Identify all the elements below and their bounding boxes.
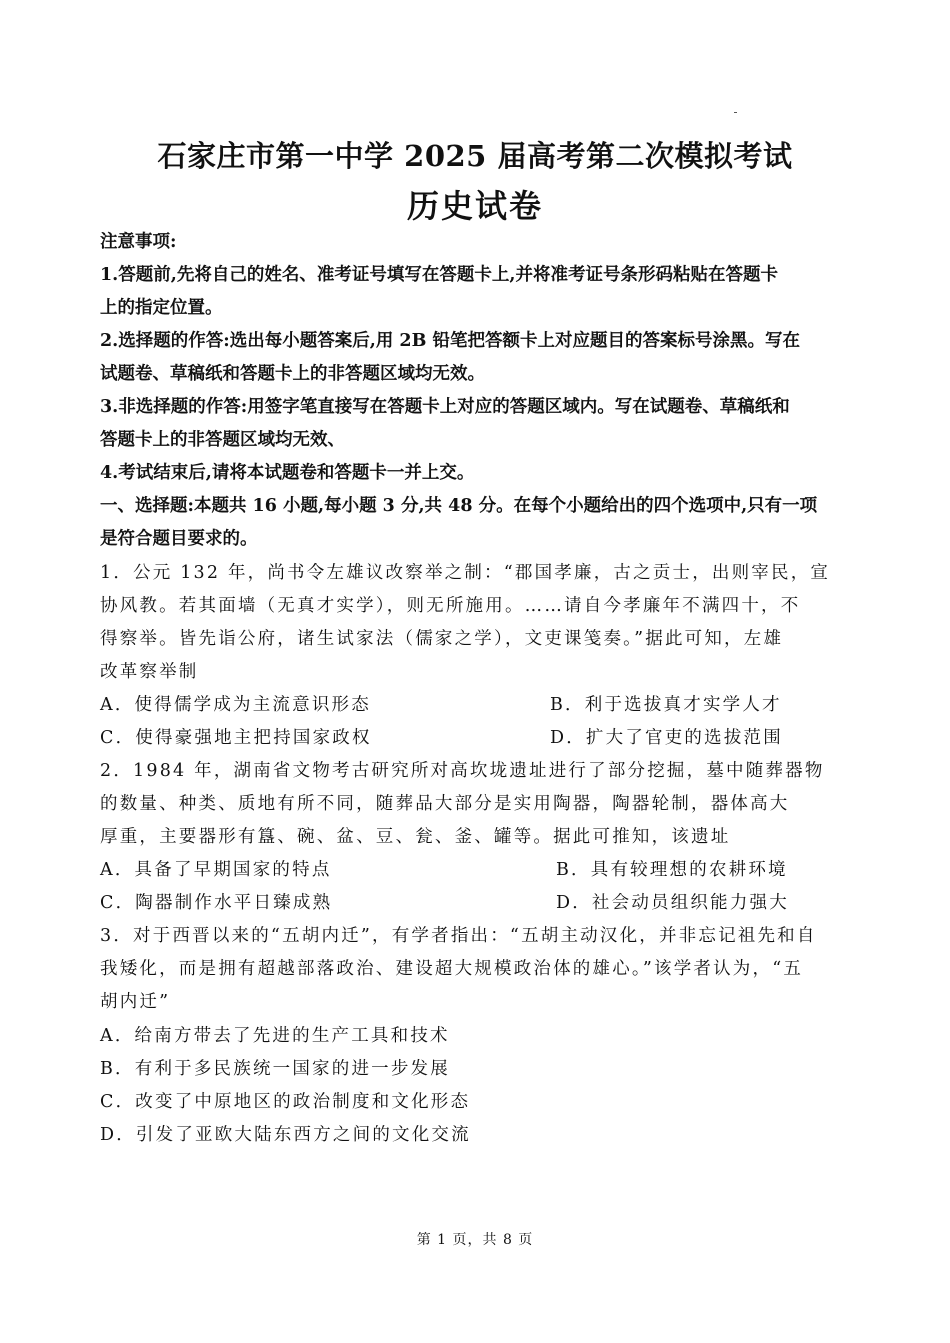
section-heading: 一、选择题:本题共 16 小题,每小题 3 分,共 48 分。在每个小题给出的四个选项中,只有一项: [100, 496, 818, 516]
exam-title: 石家庄市第一中学 2025 届高考第二次模拟考试: [157, 139, 793, 173]
section-heading: 是符合题目要求的。: [100, 529, 258, 549]
page-footer: 第 1 页，共 8 页: [416, 1232, 534, 1248]
question-3-option-a[interactable]: A．给南方带去了先进的生产工具和技术: [100, 1026, 450, 1046]
question-1-stem: 协风教。若其面墙（无真才实学），则无所施用。……请自今孝廉年不满四十，不: [100, 596, 801, 616]
question-1-option-a[interactable]: A．使得儒学成为主流意识形态: [100, 695, 371, 715]
exam-subtitle: 历史试卷: [406, 187, 543, 225]
question-1-option-b[interactable]: B．利于选拔真才实学人才: [550, 695, 782, 715]
notice-line: 2.选择题的作答:选出每小题答案后,用 2B 铅笔把答额卡上对应题目的答案标号涂黑。写在: [100, 331, 800, 351]
question-2-option-b[interactable]: B．具有较理想的农耕环境: [556, 860, 788, 880]
scan-mark: [734, 112, 737, 113]
question-3-option-c[interactable]: C．改变了中原地区的政治制度和文化形态: [100, 1092, 471, 1112]
notice-line: 1.答题前,先将自己的姓名、准考证号填写在答题卡上,并将准考证号条形码粘贴在答题卡: [100, 265, 778, 285]
question-3-option-d[interactable]: D．引发了亚欧大陆东西方之间的文化交流: [100, 1125, 471, 1145]
notice-line: 答题卡上的非答题区域均无效、: [100, 430, 345, 450]
question-2-stem: 厚重，主要器形有簋、碗、盆、豆、瓮、釜、罐等。据此可推知，该遗址: [100, 827, 731, 847]
notice-line: 4.考试结束后,请将本试题卷和答题卡一并上交。: [100, 463, 475, 483]
question-1-option-d[interactable]: D．扩大了官吏的选拔范围: [550, 728, 783, 748]
question-1-stem: 得察举。皆先诣公府，诸生试家法（儒家之学），文吏课笺奏。”据此可知，左雄: [100, 629, 784, 649]
question-2-option-c[interactable]: C．陶器制作水平日臻成熟: [100, 893, 333, 913]
question-3-stem: 3．对于西晋以来的“五胡内迁”，有学者指出：“五胡主动汉化，并非忘记祖先和自: [100, 926, 817, 946]
notice-heading: 注意事项:: [100, 232, 177, 252]
question-2-option-a[interactable]: A．具备了早期国家的特点: [100, 860, 332, 880]
question-3-option-b[interactable]: B．有利于多民族统一国家的进一步发展: [100, 1059, 450, 1079]
question-1-stem: 1．公元 132 年，尚书令左雄议改察举之制：“郡国孝廉，古之贡士，出则宰民，宣: [100, 563, 831, 583]
question-2-option-d[interactable]: D．社会动员组织能力强大: [556, 893, 789, 913]
question-1-option-c[interactable]: C．使得豪强地主把持国家政权: [100, 728, 372, 748]
question-2-stem: 2．1984 年，湖南省文物考古研究所对高坎垅遗址进行了部分挖掘，墓中随葬器物: [100, 761, 825, 781]
question-2-stem: 的数量、种类、质地有所不同，随葬品大部分是实用陶器，陶器轮制，器体高大: [100, 794, 790, 814]
notice-line: 上的指定位置。: [100, 298, 223, 318]
notice-line: 3.非选择题的作答:用签字笔直接写在答题卡上对应的答题区域内。写在试题卷、草稿纸和: [100, 397, 790, 417]
question-1-stem: 改革察举制: [100, 662, 199, 682]
question-3-stem: 胡内迁”: [100, 992, 171, 1012]
question-3-stem: 我矮化，而是拥有超越部落政治、建设超大规模政治体的雄心。”该学者认为，“五: [100, 959, 804, 979]
notice-line: 试题卷、草稿纸和答题卡上的非答题区域均无效。: [100, 364, 485, 384]
